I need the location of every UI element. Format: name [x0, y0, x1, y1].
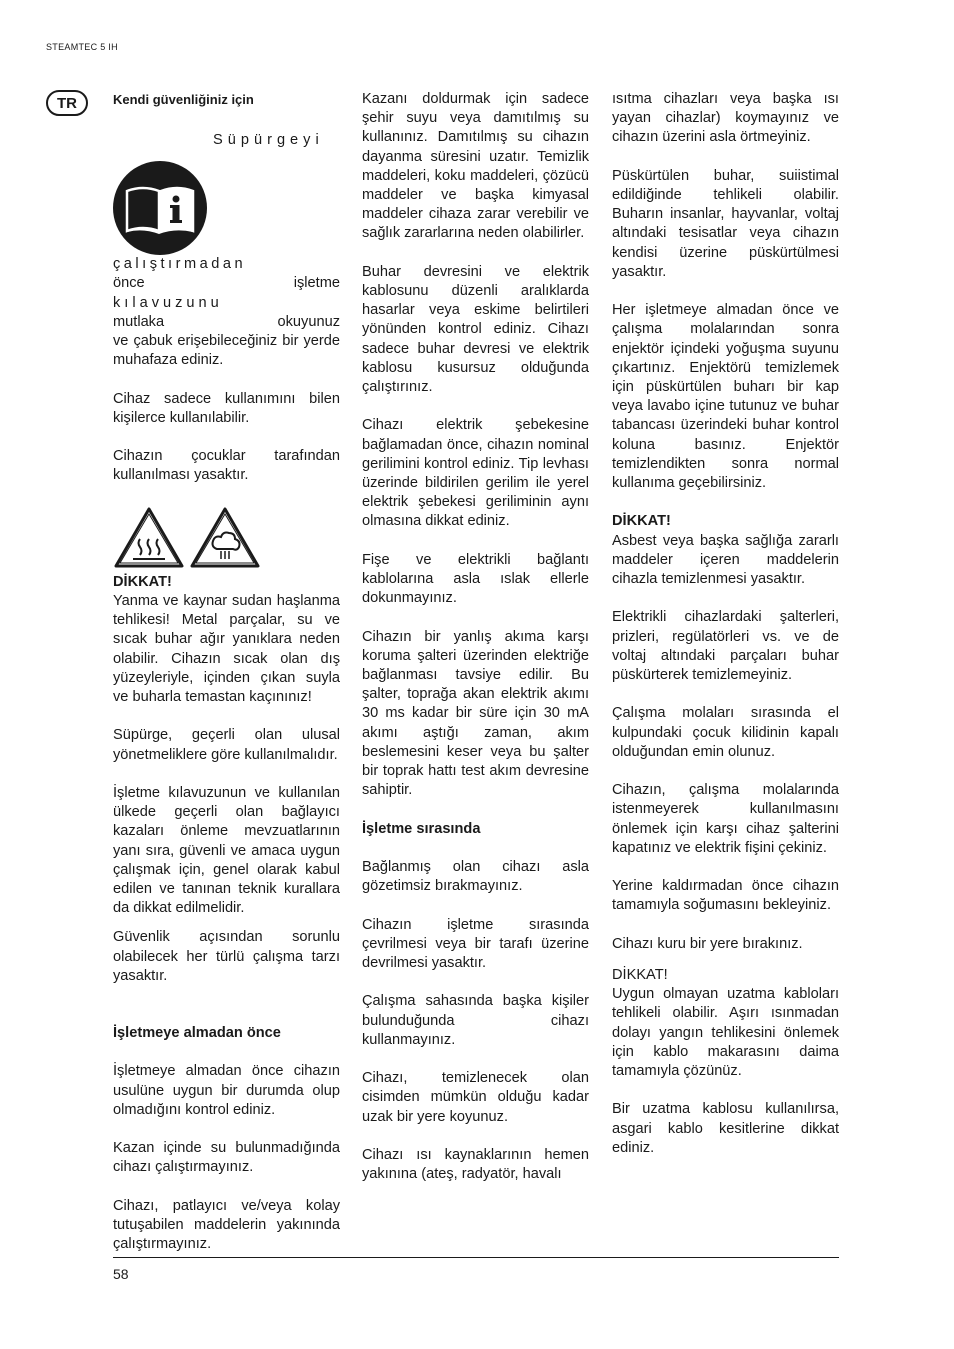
intro-line: mutlaka okuyunuz [113, 313, 340, 330]
read-manual-icon [113, 161, 207, 255]
paragraph: Cihazın, çalışma molalarında istenmeyerek kullanılmasını önlemek için karşı cihaz şalterini kapatınız ve elektrik fişini çekiniz. [612, 782, 839, 856]
section-title-before-use: İşletmeye almadan önce [113, 1025, 281, 1042]
paragraph: Kazanı doldurmak için sadece şehir suyu veya damıtılmış su kullanınız. Damıtılmış su cihazın dayanma süresini uzatır. Temizlik maddeleri, koku maddeleri, çözücü maddeler ve başka kimyasal maddeler cihaza zarar verebilir ve sağlık zararlarına neden olabilirler. [362, 91, 589, 242]
paragraph: ısıtma cihazları veya başka ısı yayan cihazlar) koymayınız ve cihazın üzerini asla örtmeyiniz. [612, 91, 839, 146]
paragraph: Buhar devresini ve elektrik kablosunu düzenli aralıklarda hasarlar veya eskime belirtileri yönünden kontrol ediniz. Cihazı sadece buhar devresi ve elektrik kablosu kusursuz olduğunda çalıştırınız. [362, 263, 589, 396]
hot-surface-warning-icon [113, 505, 185, 569]
warning-icons [113, 505, 340, 573]
intro-rest: ve çabuk erişebileceğiniz bir yerde muhafaza ediniz. [113, 333, 340, 369]
column-3 [612, 90, 839, 1177]
paragraph: Cihazı ısı kaynaklarının hemen yakınına (ateş, radyatör, havalı [362, 1147, 589, 1183]
hot-steam-warning-icon [189, 505, 261, 569]
paragraph: Fişe ve elektrikli bağlantı kablolarına asla ıslak ellerle dokunmayınız. [362, 551, 589, 607]
column-1 [113, 90, 340, 1274]
footer-divider [113, 1257, 839, 1258]
warning-text: Yanma ve kaynar sudan haşlanma tehlikesi! Metal parçalar, su ve sıcak buhar ağır yanıklara neden olabilir. Cihazın sıcak olan dış yüzeyleriyle, içinden çıkan suyla ve buharla temastan kaçınınız! [113, 593, 340, 706]
paragraph: Yerine kaldırmadan önce cihazın tamamıyla soğumasını bekleyiniz. [612, 878, 839, 914]
paragraph: Güvenlik açısından sorunlu olabilecek her türlü çalışma tarzı yasaktır. [113, 929, 340, 984]
warning-text: Asbest veya başka sağlığa zararlı maddeler içeren maddelerin cihazla temizlenmesi yasaktır. [612, 532, 839, 588]
warning-title: DİKKAT! [612, 513, 671, 530]
warning-text: Uygun olmayan uzatma kabloları tehlikeli olabilir. Aşırı ısınmadan dolayı yangın tehlikesini önlemek için kablo makarasını daima tamamıyla çözünüz. [612, 986, 839, 1080]
paragraph: İşletme kılavuzunun ve kullanılan ülkede geçerli olan bağlayıcı kazaları önleme mevzuatlarının yanı sıra, güvenli ve amaca uygun çalışmak için, genel olarak kabul edilen ve tanınan teknik kurallara da dikkat edilmelidir. [113, 785, 340, 917]
paragraph: Süpürge, geçerli olan ulusal yönetmeliklere göre kullanılmalıdır. [113, 727, 340, 763]
paragraph: Cihazın çocuklar tarafından kullanılması yasaktır. [113, 448, 340, 484]
paragraph: İşletmeye almadan önce cihazın usulüne uygun bir durumda olup olmadığını kontrol ediniz. [113, 1063, 340, 1118]
section-title-during-operation: İşletme sırasında [362, 820, 481, 837]
warning-title: DİKKAT! [113, 573, 172, 590]
paragraph: Püskürtülen buhar, suiistimal edildiğinde tehlikeli olabilir. Buharın insanlar, hayvanlar, voltaj altındaki tesisatlar veya cihazın kendisi üzerine püskürtülmesi yasaktır. [612, 167, 839, 280]
paragraph: Cihazın işletme sırasında çevrilmesi veya bir tarafı üzerine devrilmesi yasaktır. [362, 916, 589, 972]
model-name: STEAMTEC 5 IH [46, 42, 118, 52]
paragraph: Bağlanmış olan cihazı asla gözetimsiz bırakmayınız. [362, 859, 589, 895]
column-2 [362, 90, 589, 1204]
paragraph: Çalışma molaları sırasında el kulpundaki çocuk kilidinin kapalı olduğundan emin olunuz. [612, 705, 839, 760]
paragraph: Elektrikli cihazlardaki şalterleri, prizleri, regülatörleri vs. ve de voltaj altındaki parçaları buhar püskürterek temizlemeyiniz. [612, 609, 839, 684]
paragraph: Cihaz sadece kullanımını bilen kişilerce kullanılabilir. [113, 390, 340, 426]
language-badge: TR [46, 90, 88, 116]
paragraph: Cihazı elektrik şebekesine bağlamadan önce, cihazın nominal gerilimini kontrol ediniz. Tip levhası üzerinde bildirilen gerilim ile yerel elektrik şebekesi geriliminin aynı olmasına dikkat ediniz. [362, 417, 589, 530]
paragraph: Kazan içinde su bulunmadığında cihazı çalıştırmayınız. [113, 1140, 340, 1176]
warning-title-regular: DİKKAT! [612, 967, 668, 984]
paragraph: Cihazı, patlayıcı ve/veya kolay tutuşabilen maddelerin yakınında çalıştırmayınız. [113, 1197, 340, 1253]
page-number: 58 [113, 1266, 129, 1282]
intro-line: önce işletme [113, 275, 340, 292]
paragraph: Cihazın bir yanlış akıma karşı koruma şalteri üzerinden elektriğe bağlanması tavsiye edilir. Bu şalter, toprağa akan elektrik akımı 30 ms kadar bir süre için 30 mA akımı aştığı zaman, akım beslemesini keser veya bu şalter bir toprak hattı test akım devresine sahiptir. [362, 628, 589, 799]
paragraph: Çalışma sahasında başka kişiler bulunduğunda cihazı kullanmayınız. [362, 993, 589, 1048]
intro-block [113, 131, 340, 370]
intro-line: Süpürgeyi [213, 132, 324, 149]
paragraph: Cihazı, temizlenecek olan cisimden mümkün olduğu kadar uzak bir yere koyunuz. [362, 1070, 589, 1125]
section-title-safety: Kendi güvenliğiniz için [113, 92, 254, 107]
intro-line: çalıştırmadan [113, 256, 247, 273]
paragraph: Cihazı kuru bir yere bırakınız. [612, 935, 803, 952]
paragraph: Bir uzatma kablosu kullanılırsa, asgari kablo kesitlerine dikkat ediniz. [612, 1101, 839, 1156]
intro-line: kılavuzunu [113, 294, 223, 311]
paragraph: Her işletmeye almadan önce ve çalışma molalarından sonra enjektör içindeki yoğuşma suyunu çıkartınız. Enjektörü temizlemek için püskürtülen buharı bir kap veya lavabo içine tutunuz ve buhar tabancası üzerindeki buhar kontrol koluna basınız. Enjektör temizlendikten sonra normal kullanıma geçebilirsiniz. [612, 302, 839, 492]
